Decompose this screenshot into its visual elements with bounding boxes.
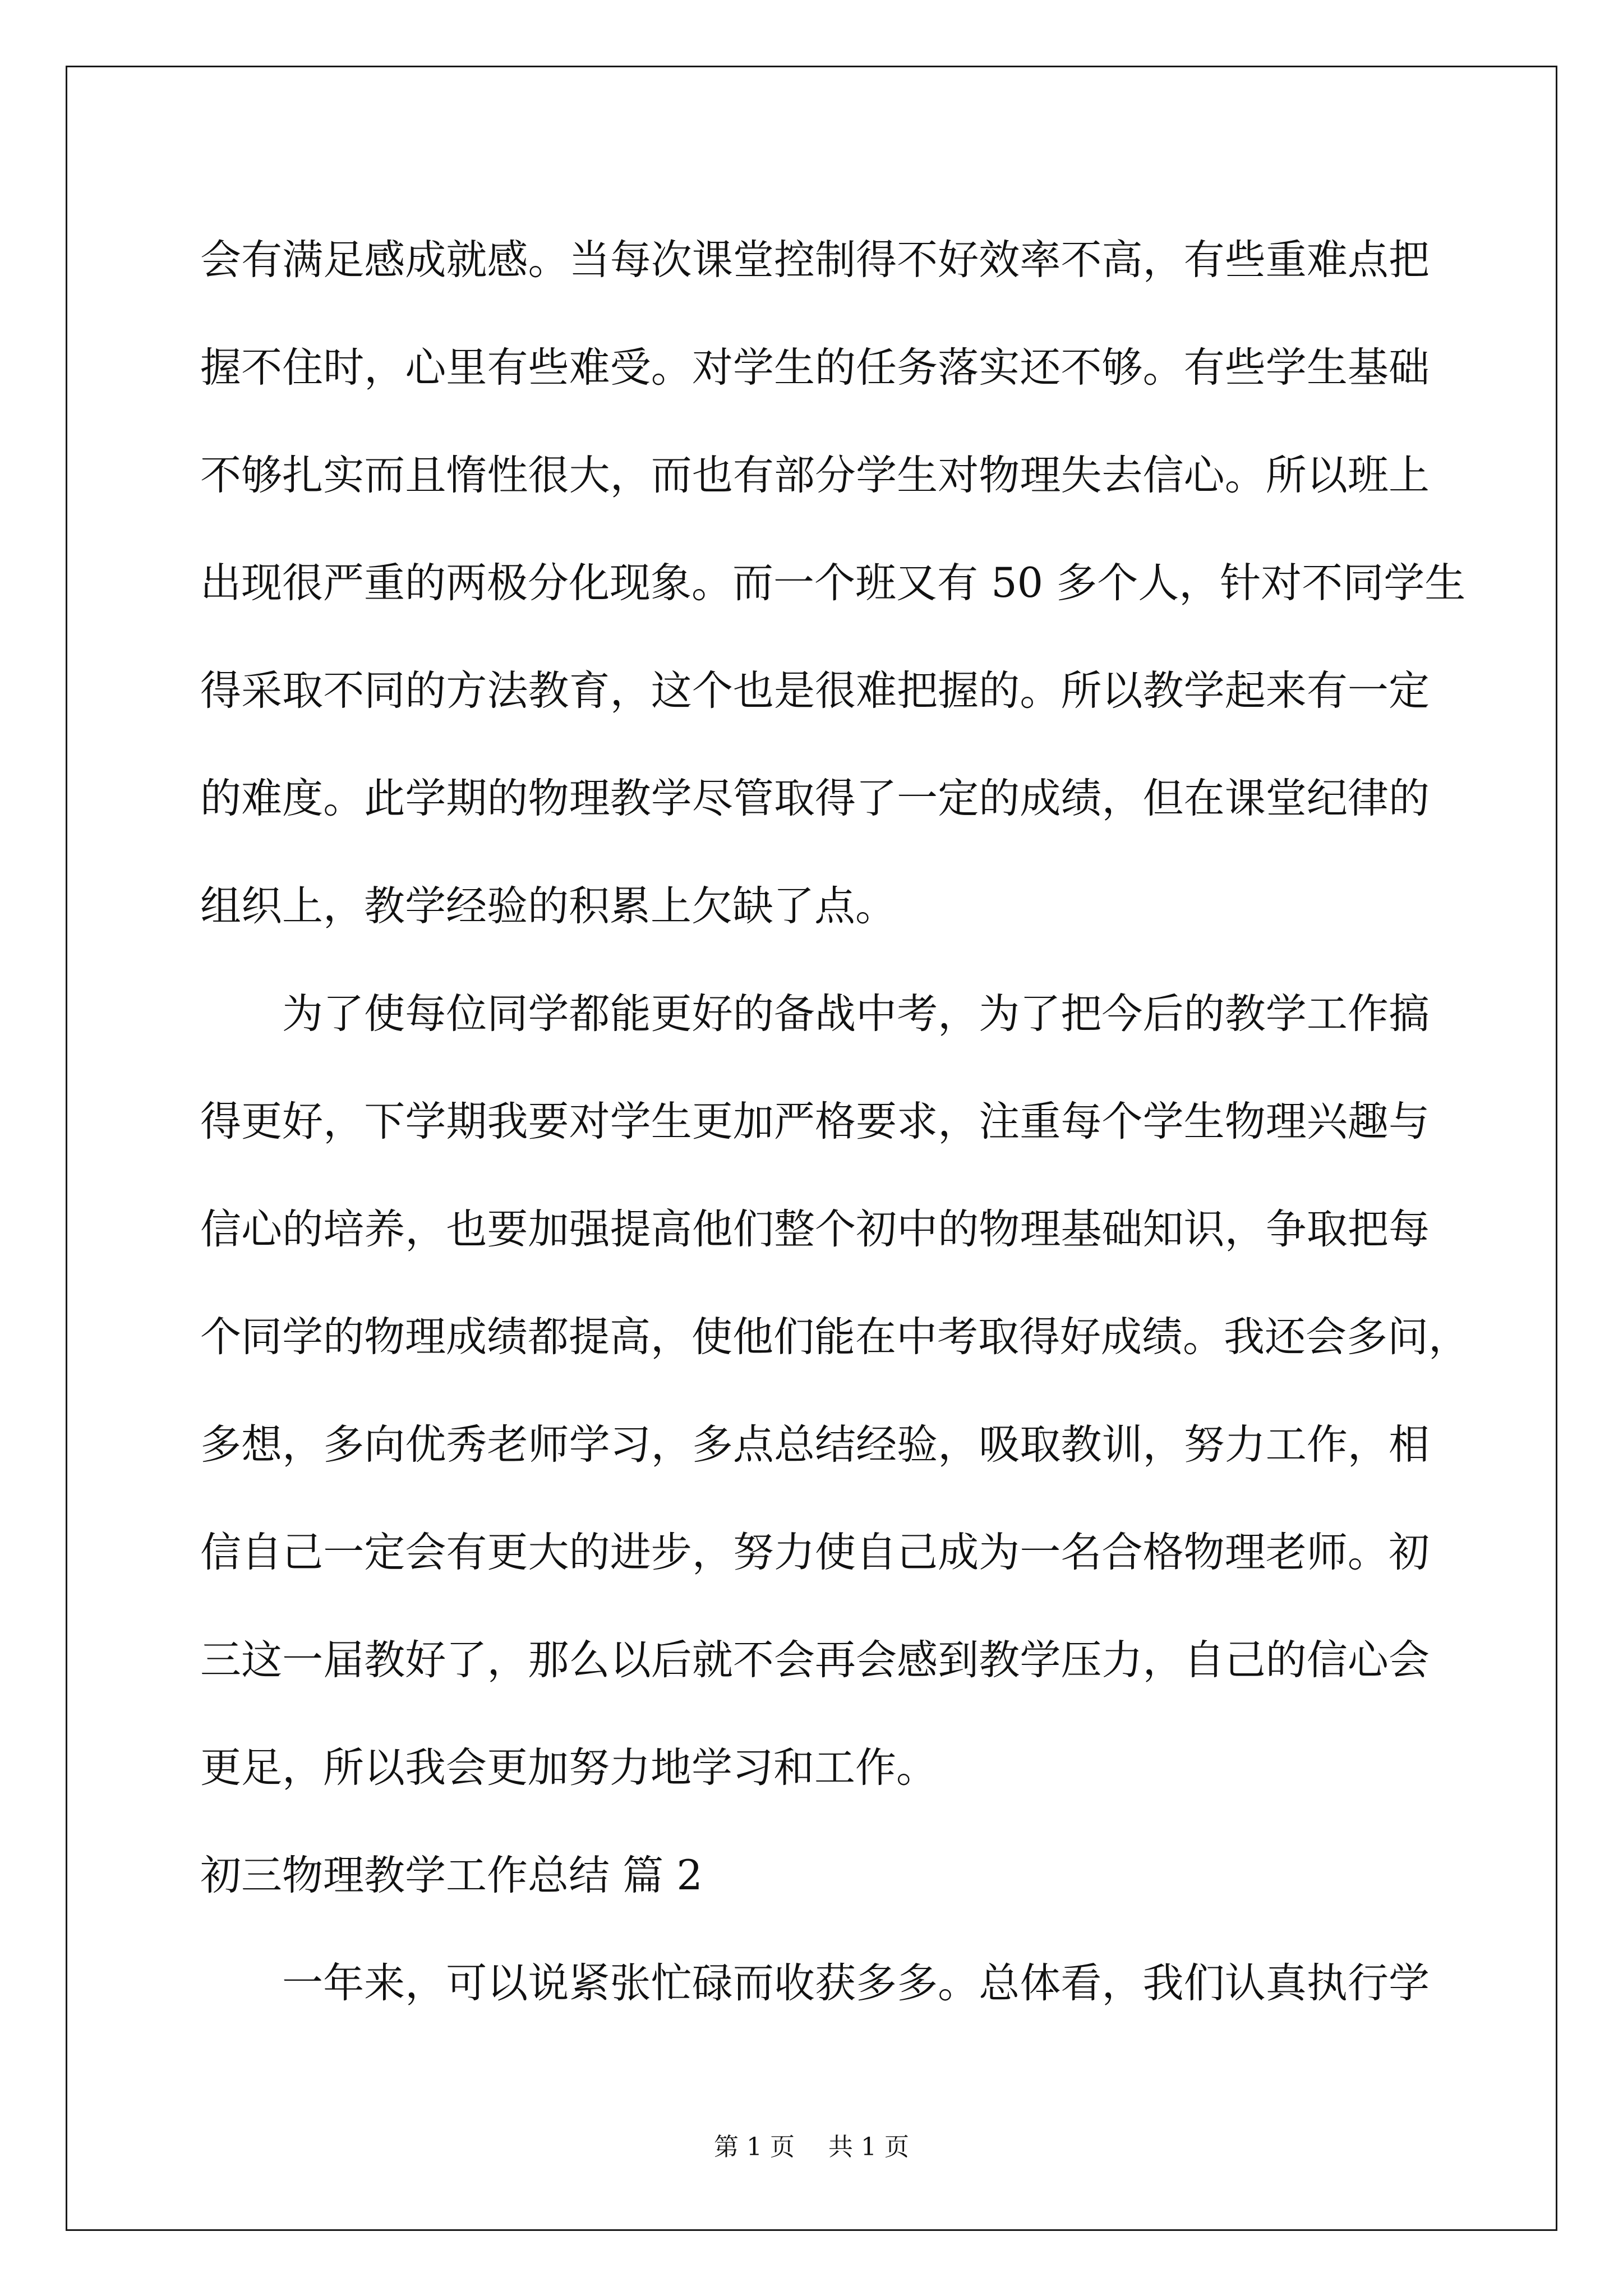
text-line-9: 得更好，下学期我要对学生更加严格要求，注重每个学生物理兴趣与 — [200, 1098, 1430, 1145]
text-line-15: 更足，所以我会更加努力地学习和工作。 — [200, 1744, 937, 1792]
page-footer — [0, 2131, 1623, 2164]
text-line-5: 得采取不同的方法教育，这个也是很难把握的。所以教学起来有一定 — [200, 667, 1430, 715]
text-line-10: 信心的培养，也要加强提高他们整个初中的物理基础知识，争取把每 — [200, 1205, 1430, 1253]
text-line-after-heading: 一年来，可以说紧张忙碌而收获多多。总体看，我们认真执行学 — [282, 1959, 1430, 2007]
page-number: 第 1 页 — [714, 2133, 795, 2161]
text-line-7: 组织上，教学经验的积累上欠缺了点。 — [200, 882, 896, 930]
section-heading: 初三物理教学工作总结 篇 2 — [200, 1852, 703, 1899]
text-line-6: 的难度。此学期的物理教学尽管取得了一定的成绩，但在课堂纪律的 — [200, 775, 1430, 822]
text-line-3: 不够扎实而且惰性很大，而也有部分学生对物理失去信心。所以班上 — [200, 452, 1430, 499]
page-total: 共 1 页 — [828, 2133, 909, 2161]
text-line-12: 多想，多向优秀老师学习，多点总结经验，吸取教训，努力工作，相 — [200, 1421, 1430, 1469]
document-body — [200, 206, 1469, 2037]
text-line-4: 出现很严重的两极分化现象。而一个班又有 50 多个人，针对不同学生 — [200, 559, 1466, 607]
text-line-14: 三这一届教好了，那么以后就不会再会感到教学压力，自己的信心会 — [200, 1636, 1430, 1684]
text-line-11: 个同学的物理成绩都提高，使他们能在中考取得好成绩。我还会多问， — [200, 1313, 1469, 1361]
text-line-8: 为了使每位同学都能更好的备战中考，为了把今后的教学工作搞 — [282, 990, 1430, 1038]
text-line-1: 会有满足感成就感。当每次课堂控制得不好效率不高，有些重难点把 — [200, 236, 1430, 284]
text-line-2: 握不住时，心里有些难受。对学生的任务落实还不够。有些学生基础 — [200, 344, 1430, 392]
text-line-13: 信自己一定会有更大的进步，努力使自己成为一名合格物理老师。初 — [200, 1529, 1430, 1576]
